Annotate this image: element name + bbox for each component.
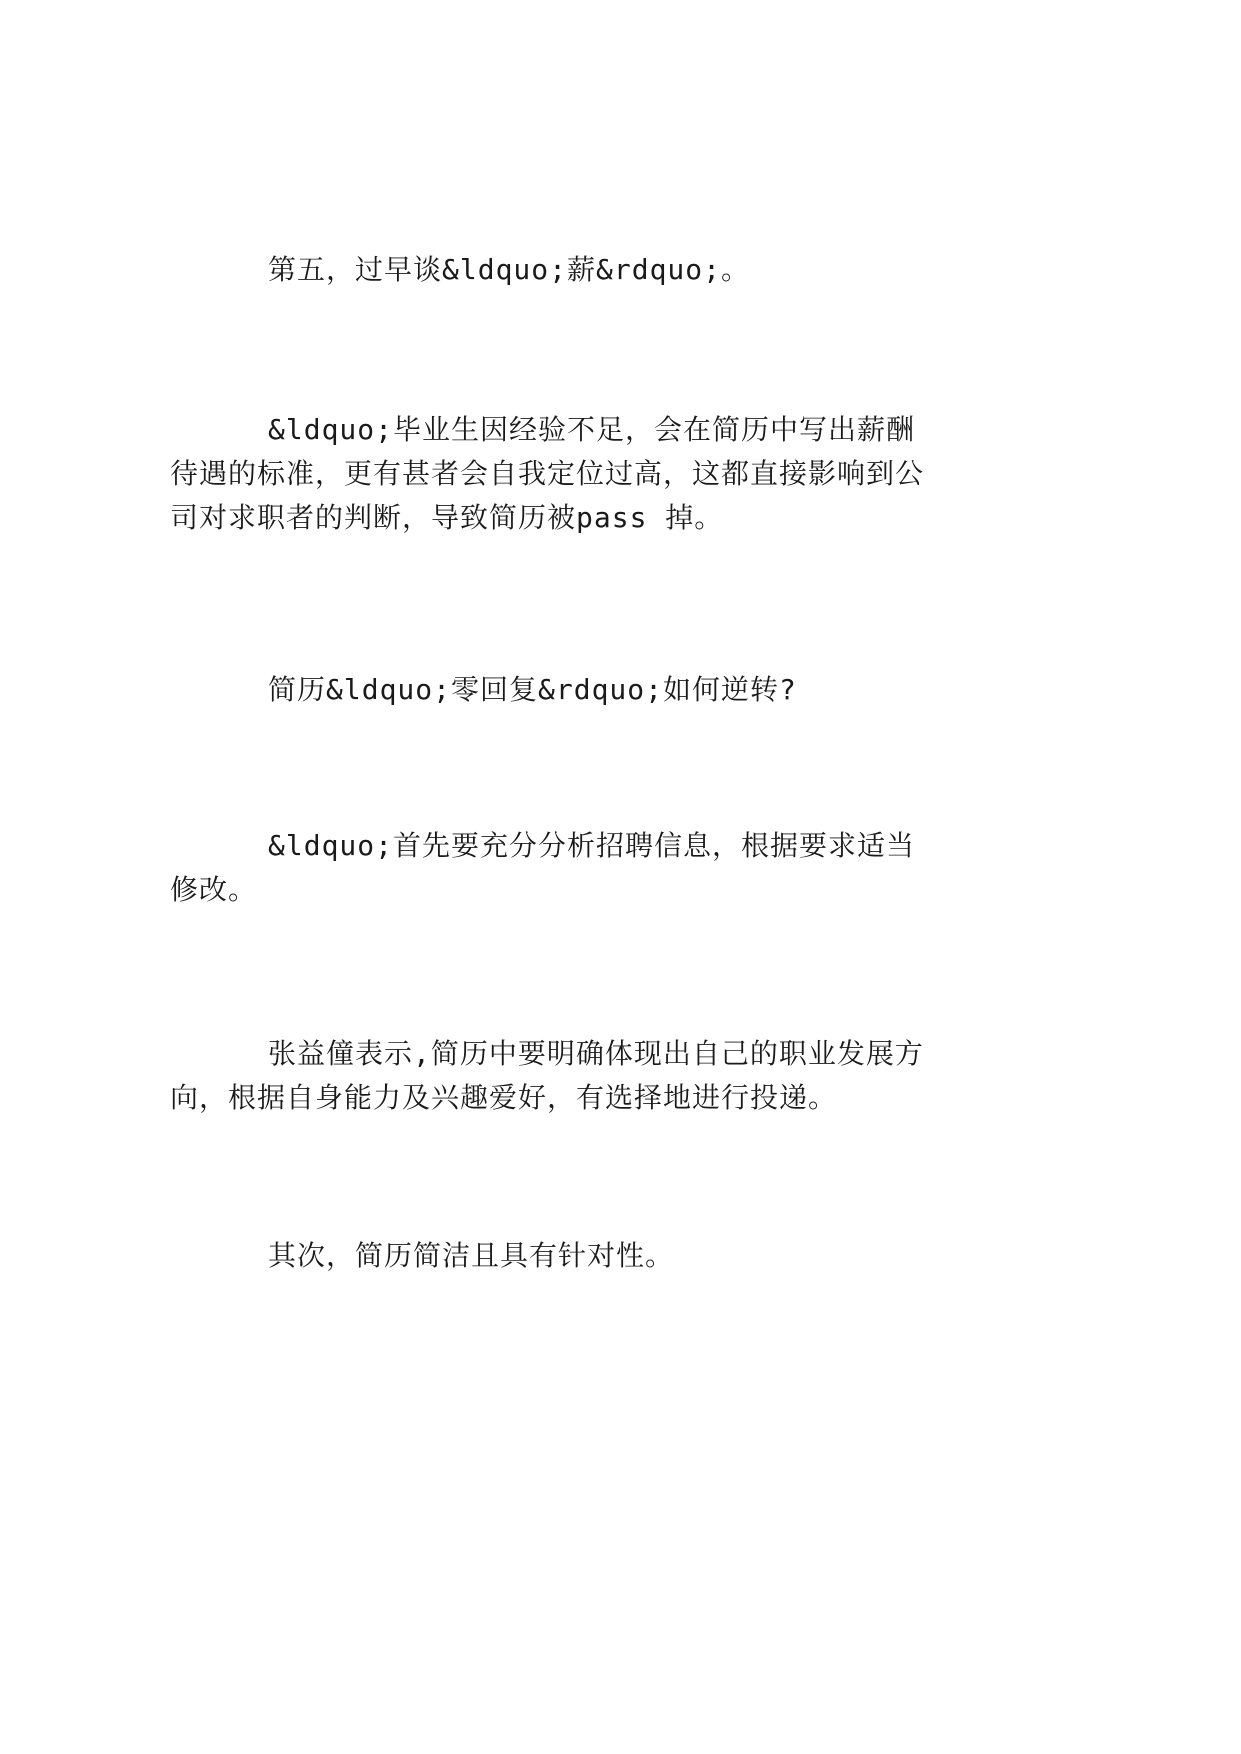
paragraph-4: &ldquo;首先要充分分析招聘信息，根据要求适当修改。: [170, 829, 916, 906]
paragraph-6: 其次，简历简洁且具有针对性。: [268, 1239, 675, 1272]
paragraph-5: 张益僮表示,简历中要明确体现出自己的职业发展方向，根据自身能力及兴趣爱好，有选择地进行投递。: [170, 1037, 924, 1114]
paragraph-2: &ldquo;毕业生因经验不足，会在简历中写出薪酬待遇的标准，更有甚者会自我定位过高，这都直接影响到公司对求职者的判断，导致简历被pass 掉。: [170, 413, 925, 534]
paragraph-3: 简历&ldquo;零回复&rdquo;如何逆转?: [268, 673, 797, 706]
paragraph-1: 第五，过早谈&ldquo;薪&rdquo;。: [268, 253, 751, 286]
